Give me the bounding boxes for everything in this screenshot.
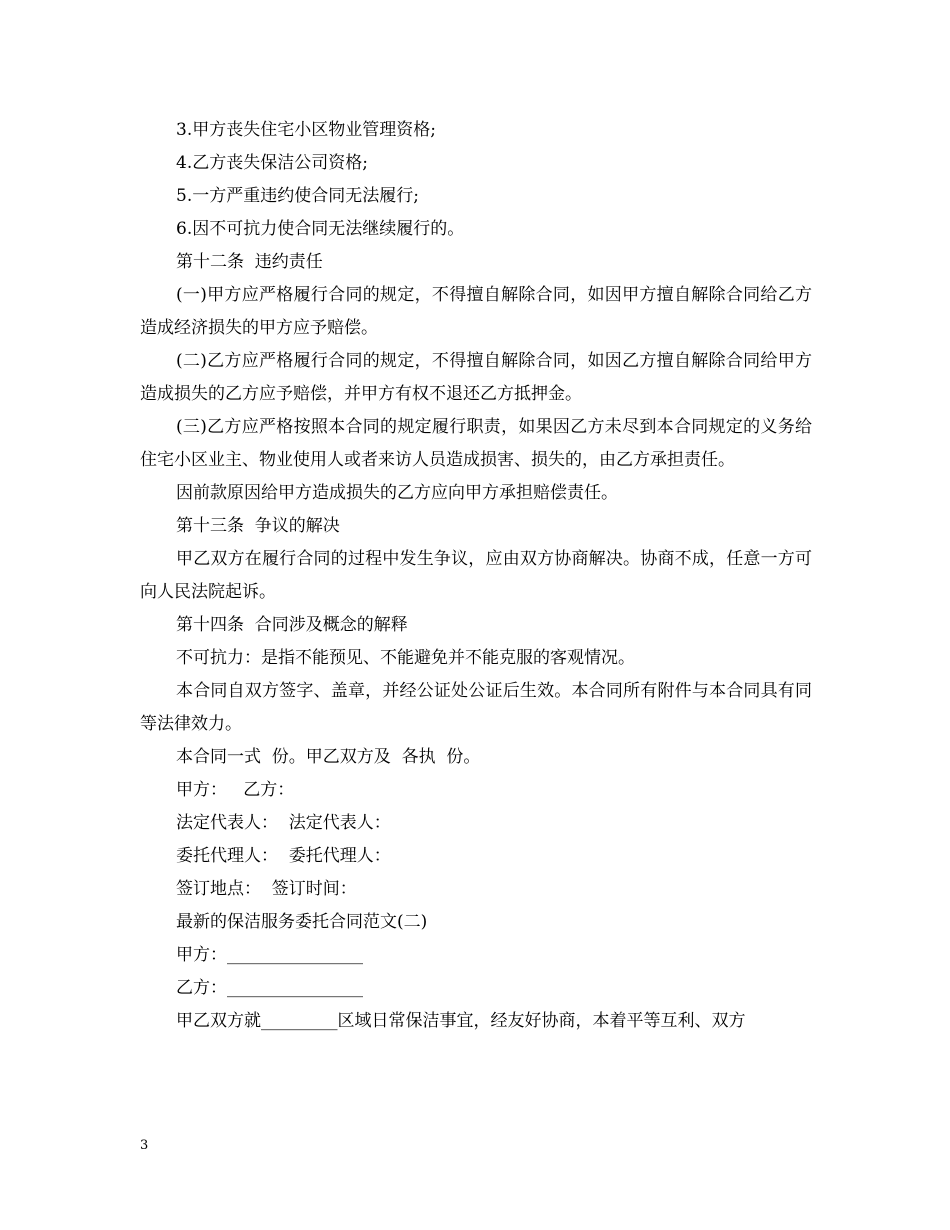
clause-item-5: 5.一方严重违约使合同无法履行; [176, 186, 419, 206]
page-number: 3 [140, 1138, 149, 1153]
party-b-line: 乙方：________________ [176, 978, 363, 998]
article-14-heading: 第十四条 合同涉及概念的解释 [176, 615, 408, 635]
second-contract-title: 最新的保洁服务委托合同范文(二) [176, 912, 428, 932]
article-13-body: 甲乙双方在履行合同的过程中发生争议，应由双方协商解决。协商不成，任意一方可向人民法院起诉。 [140, 549, 812, 602]
article-12-part-1: (一)甲方应严格履行合同的规定，不得擅自解除合同，如因甲方擅自解除合同给乙方造成经济损失的甲方应予赔偿。 [140, 285, 812, 338]
article-13-heading: 第十三条 争议的解决 [176, 516, 340, 536]
clause-item-6: 6.因不可抗力使合同无法继续履行的。 [176, 219, 465, 239]
party-a-line: 甲方：________________ [176, 945, 363, 965]
article-12-part-3: (三)乙方应严格按照本合同的规定履行职责，如果因乙方未尽到本合同规定的义务给住宅小区业主、物业使用人或者来访人员造成损害、损失的，由乙方承担责任。 [140, 417, 812, 470]
article-14-definition: 不可抗力：是指不能预见、不能避免并不能克服的客观情况。 [176, 648, 635, 668]
signature-agents: 委托代理人： 委托代理人： [176, 846, 391, 866]
signing-place-time: 签订地点： 签订时间： [176, 879, 357, 899]
clause-item-4: 4.乙方丧失保洁公司资格; [176, 153, 368, 173]
clause-item-3: 3.甲方丧失住宅小区物业管理资格; [176, 120, 436, 140]
effectiveness-clause: 本合同自双方签字、盖章，并经公证处公证后生效。本合同所有附件与本合同具有同等法律效力。 [140, 681, 812, 734]
document-body [140, 114, 812, 1038]
preamble-line: 甲乙双方就_________区域日常保洁事宜，经友好协商，本着平等互利、双方 [176, 1011, 746, 1031]
signature-legal-representatives: 法定代表人： 法定代表人： [176, 813, 391, 833]
article-12-heading: 第十二条 违约责任 [176, 252, 323, 272]
copies-clause: 本合同一式 份。甲乙双方及 各执 份。 [176, 747, 481, 767]
article-12-part-2: (二)乙方应严格履行合同的规定，不得擅自解除合同，如因乙方擅自解除合同给甲方造成损失的乙方应予赔偿，并甲方有权不退还乙方抵押金。 [140, 351, 812, 404]
article-12-note: 因前款原因给甲方造成损失的乙方应向甲方承担赔偿责任。 [176, 483, 618, 503]
signature-parties: 甲方： 乙方： [176, 780, 295, 800]
